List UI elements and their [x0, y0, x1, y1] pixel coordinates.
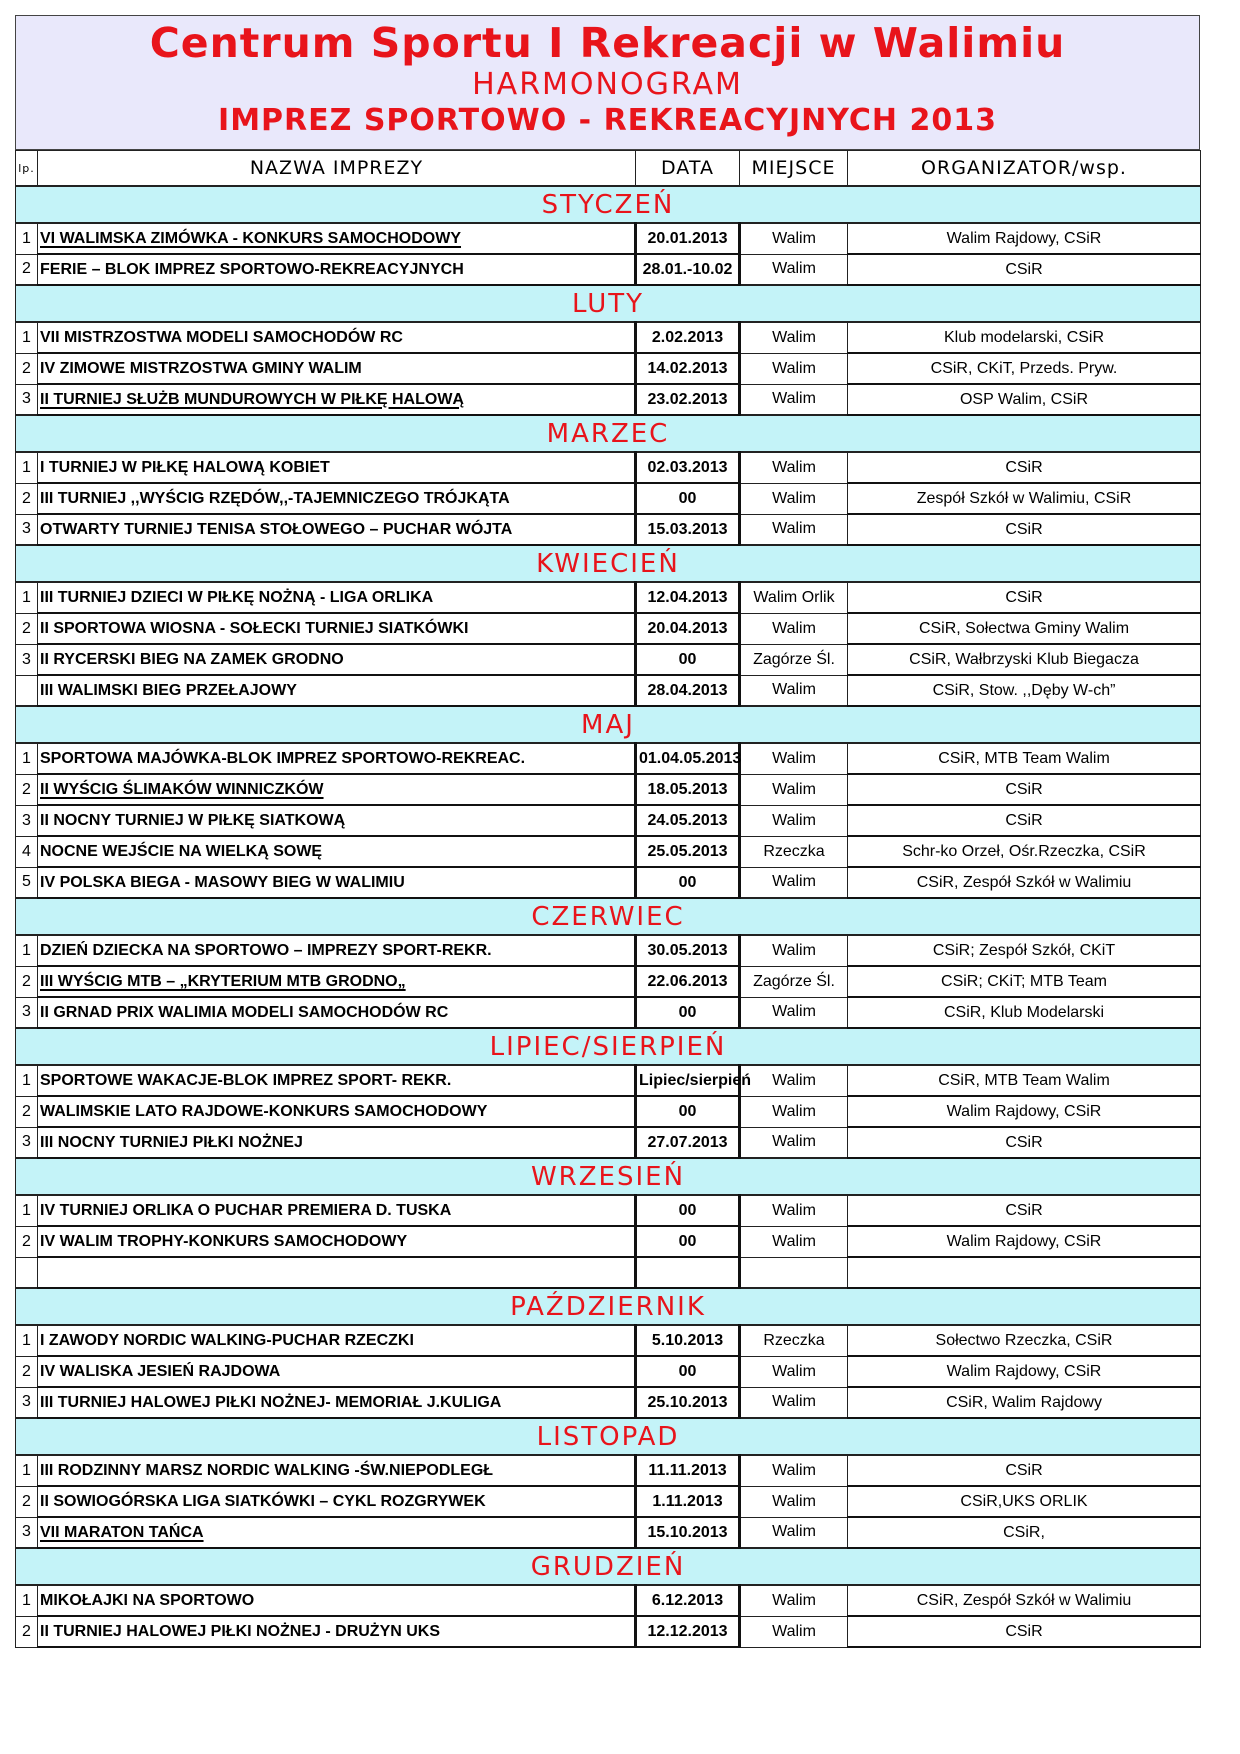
event-name [38, 1096, 636, 1127]
event-place: Walim [740, 1226, 848, 1257]
event-number: 3 [16, 805, 38, 836]
event-organizer: Klub modelarski, CSiR [848, 322, 1201, 353]
event-number: 1 [16, 1065, 38, 1096]
event-date: 20.01.2013 [636, 223, 740, 254]
event-number: 1 [16, 743, 38, 774]
event-place: Walim [740, 805, 848, 836]
event-name [38, 774, 636, 805]
table-row [16, 384, 1201, 415]
table-row [16, 1585, 1201, 1616]
event-name [38, 805, 636, 836]
month-heading: MARZEC [16, 415, 1201, 452]
event-name [38, 1517, 636, 1548]
event-organizer: CSiR [848, 1455, 1201, 1486]
event-name-text: IV ZIMOWE MISTRZOSTWA GMINY WALIM [40, 359, 362, 377]
event-number: 3 [16, 1387, 38, 1418]
month-row [16, 186, 1201, 223]
event-organizer: CSiR [848, 582, 1201, 613]
event-name-text: II WYŚCIG ŚLIMAKÓW WINNICZKÓW [40, 780, 324, 798]
event-date: 00 [636, 1226, 740, 1257]
event-place: Walim [740, 675, 848, 706]
event-number: 2 [16, 353, 38, 384]
event-place: Walim [740, 1517, 848, 1548]
event-organizer: CSiR, Wałbrzyski Klub Biegacza [848, 644, 1201, 675]
event-number: 3 [16, 384, 38, 415]
event-name [38, 1226, 636, 1257]
event-name-text: III TURNIEJ HALOWEJ PIŁKI NOŻNEJ- [40, 1393, 336, 1411]
event-name [38, 966, 636, 997]
event-name [38, 1616, 636, 1647]
event-name-text: III NOCNY TURNIEJ PIŁKI NOŻNEJ [40, 1133, 303, 1151]
event-place: Walim [740, 452, 848, 483]
event-date: 00 [636, 1195, 740, 1226]
column-header-name: NAZWA IMPREZY [38, 151, 636, 187]
month-row [16, 898, 1201, 935]
table-row [16, 867, 1201, 898]
event-name [38, 514, 636, 545]
event-name [38, 836, 636, 867]
month-heading: WRZESIEŃ [16, 1158, 1201, 1195]
month-heading: LUTY [16, 285, 1201, 322]
table-row [16, 1325, 1201, 1356]
event-organizer: CSiR [848, 254, 1201, 285]
event-date: 25.10.2013 [636, 1387, 740, 1418]
event-name [38, 483, 636, 514]
document-subtitle: HARMONOGRAM [472, 67, 743, 102]
event-name-text: FERIE – BLOK IMPREZ SPORTOWO-REKREACYJNYCH [40, 260, 464, 278]
event-number: 1 [16, 1585, 38, 1616]
event-name [38, 1455, 636, 1486]
table-row [16, 1356, 1201, 1387]
table-row [16, 254, 1201, 285]
month-heading: PAŹDZIERNIK [16, 1288, 1201, 1325]
table-row [16, 514, 1201, 545]
event-date: 02.03.2013 [636, 452, 740, 483]
event-name [38, 452, 636, 483]
event-place: Walim [740, 483, 848, 514]
event-name [38, 675, 636, 706]
schedule-sheet [15, 15, 1200, 1648]
month-row [16, 415, 1201, 452]
event-organizer: CSiR, Stow. ,,Dęby W-ch” [848, 675, 1201, 706]
event-name [38, 384, 636, 415]
event-name [38, 1325, 636, 1356]
event-number: 2 [16, 966, 38, 997]
event-number: 2 [16, 1486, 38, 1517]
month-heading: STYCZEŃ [16, 186, 1201, 223]
month-row [16, 285, 1201, 322]
event-name-text: VI WALIMSKA ZIMÓWKA - KONKURS SAMOCHODOWY [40, 229, 462, 247]
event-name-suffix: PUCHAR WÓJTA [382, 520, 513, 538]
event-organizer: Sołectwo Rzeczka, CSiR [848, 1325, 1201, 1356]
table-row [16, 1455, 1201, 1486]
event-name-text: VII MISTRZOSTWA MODELI SAMOCHODÓW RC [40, 328, 403, 346]
event-place: Zagórze Śl. [740, 644, 848, 675]
event-name [38, 582, 636, 613]
document-header [15, 15, 1200, 150]
event-place: Walim [740, 322, 848, 353]
event-organizer: Walim Rajdowy, CSiR [848, 1096, 1201, 1127]
event-organizer: CSiR [848, 1195, 1201, 1226]
table-row [16, 1096, 1201, 1127]
event-organizer: CSiR,UKS ORLIK [848, 1486, 1201, 1517]
table-row [16, 1387, 1201, 1418]
event-name-text: III WYŚCIG MTB – „KRYTERIUM MTB GRODNO„ [40, 972, 406, 990]
event-name [38, 1585, 636, 1616]
event-organizer: CSiR, CKiT, Przeds. Pryw. [848, 353, 1201, 384]
table-row [16, 322, 1201, 353]
column-header-organizer: ORGANIZATOR/wsp. [848, 151, 1201, 187]
month-row [16, 706, 1201, 743]
event-organizer: CSiR, MTB Team Walim [848, 743, 1201, 774]
event-number: 2 [16, 1356, 38, 1387]
event-place: Walim [740, 1455, 848, 1486]
event-place: Walim [740, 1065, 848, 1096]
event-place: Walim [740, 1127, 848, 1158]
event-date: 00 [636, 867, 740, 898]
month-row [16, 1158, 1201, 1195]
event-name-text: IV WALISKA JESIEŃ RAJDOWA [40, 1362, 281, 1380]
event-number: 1 [16, 452, 38, 483]
event-number: 1 [16, 935, 38, 966]
event-organizer: CSiR, Sołectwa Gminy Walim [848, 613, 1201, 644]
event-place: Walim [740, 514, 848, 545]
event-place: Walim [740, 254, 848, 285]
event-name-text: DZIEŃ DZIECKA NA SPORTOWO – [40, 941, 307, 959]
table-row [16, 353, 1201, 384]
event-date: 00 [636, 1356, 740, 1387]
event-name-suffix: BLOK IMPREZ SPORTOWO-REKREAC. [226, 749, 526, 767]
event-number: 5 [16, 867, 38, 898]
event-organizer: CSiR [848, 1127, 1201, 1158]
month-row [16, 1418, 1201, 1455]
event-number: 3 [16, 1127, 38, 1158]
event-date: 18.05.2013 [636, 774, 740, 805]
event-date: 25.05.2013 [636, 836, 740, 867]
table-row [16, 1127, 1201, 1158]
event-place: Walim [740, 384, 848, 415]
event-number: 3 [16, 514, 38, 545]
table-row [16, 836, 1201, 867]
event-place: Walim [740, 1096, 848, 1127]
event-name-text: II SOWIOGÓRSKA LIGA SIATKÓWKI – CYKL ROZGRYWEK [40, 1492, 486, 1510]
month-heading: LISTOPAD [16, 1418, 1201, 1455]
event-date: 23.02.2013 [636, 384, 740, 415]
month-heading: GRUDZIEŃ [16, 1548, 1201, 1585]
event-name-suffix: IMPREZY SPORT-REKR. [306, 941, 492, 959]
event-name-text: III TURNIEJ ,,WYŚCIG RZĘDÓW,,-TAJEMNICZEGO TRÓJKĄTA [40, 489, 510, 507]
event-number: 1 [16, 1195, 38, 1226]
table-row [16, 1226, 1201, 1257]
event-name-text: I TURNIEJ W PIŁKĘ HALOWĄ KOBIET [40, 458, 330, 476]
document-title: Centrum Sportu I Rekreacji w Walimiu [149, 19, 1066, 67]
event-organizer: OSP Walim, CSiR [848, 384, 1201, 415]
event-organizer: CSiR, Walim Rajdowy [848, 1387, 1201, 1418]
event-date: 20.04.2013 [636, 613, 740, 644]
event-place: Walim [740, 613, 848, 644]
table-row [16, 613, 1201, 644]
table-header-row [16, 151, 1201, 187]
event-name-text: II TURNIEJ HALOWEJ PIŁKI NOŻNEJ - DRUŻYN UKS [40, 1622, 441, 1640]
event-name-text: VII MARATON TAŃCA [40, 1523, 204, 1541]
event-number: 4 [16, 836, 38, 867]
event-date: 24.05.2013 [636, 805, 740, 836]
event-number: 1 [16, 1455, 38, 1486]
event-organizer [848, 1257, 1201, 1288]
month-row [16, 1288, 1201, 1325]
table-row [16, 1065, 1201, 1096]
event-number: 3 [16, 644, 38, 675]
event-place [740, 1257, 848, 1288]
month-heading: LIPIEC/SIERPIEŃ [16, 1028, 1201, 1065]
event-place: Walim [740, 774, 848, 805]
event-name-text: MIKOŁAJKI NA SPORTOWO [40, 1591, 255, 1609]
event-place: Walim [740, 223, 848, 254]
event-name-text: II SPORTOWA WIOSNA - SOŁECKI TURNIEJ SIATKÓWKI [40, 619, 469, 637]
document-subtitle-year: IMPREZ SPORTOWO - REKREACYJNYCH 2013 [218, 103, 997, 138]
event-organizer: Walim Rajdowy, CSiR [848, 1356, 1201, 1387]
event-place: Zagórze Śl. [740, 966, 848, 997]
event-date: 12.04.2013 [636, 582, 740, 613]
event-date: 14.02.2013 [636, 353, 740, 384]
event-place: Walim Orlik [740, 582, 848, 613]
event-name-text: I ZAWODY NORDIC WALKING-PUCHAR RZECZKI [40, 1331, 414, 1349]
event-organizer: Zespół Szkół w Walimiu, CSiR [848, 483, 1201, 514]
event-date: 22.06.2013 [636, 966, 740, 997]
event-date: 12.12.2013 [636, 1616, 740, 1647]
event-name-text: NOCNE WEJŚCIE NA WIELKĄ SOWĘ [40, 842, 323, 860]
event-name [38, 1127, 636, 1158]
table-row [16, 1517, 1201, 1548]
event-name [38, 1387, 636, 1418]
event-organizer: CSiR; Zespół Szkół, CKiT [848, 935, 1201, 966]
event-date: 5.10.2013 [636, 1325, 740, 1356]
event-place: Walim [740, 1585, 848, 1616]
event-date: 2.02.2013 [636, 322, 740, 353]
table-row [16, 675, 1201, 706]
event-name [38, 1486, 636, 1517]
event-name-text: III RODZINNY MARSZ NORDIC WALKING -ŚW.NIEPODLEGŁ [40, 1461, 494, 1479]
table-row [16, 452, 1201, 483]
event-name-text: SPORTOWA MAJÓWKA- [40, 749, 227, 767]
event-name-text: II RYCERSKI BIEG NA ZAMEK GRODNO [40, 650, 344, 668]
event-place: Walim [740, 867, 848, 898]
event-organizer: CSiR [848, 514, 1201, 545]
table-row [16, 223, 1201, 254]
event-place: Walim [740, 1486, 848, 1517]
event-place: Walim [740, 1387, 848, 1418]
event-organizer: Walim Rajdowy, CSiR [848, 1226, 1201, 1257]
event-name-text: II TURNIEJ SŁUŻB MUNDUROWYCH W PIŁKĘ HALOWĄ [40, 390, 464, 408]
event-number [16, 675, 38, 706]
table-row [16, 966, 1201, 997]
event-date [636, 1257, 740, 1288]
event-number: 2 [16, 1096, 38, 1127]
event-place: Walim [740, 743, 848, 774]
event-name-text: SPORTOWE WAKACJE-BLOK IMPREZ SPORT- REKR. [40, 1071, 452, 1089]
event-organizer: CSiR [848, 805, 1201, 836]
event-name [38, 1195, 636, 1226]
column-header-place: MIEJSCE [740, 151, 848, 187]
table-row [16, 774, 1201, 805]
table-row [16, 1486, 1201, 1517]
month-heading: CZERWIEC [16, 898, 1201, 935]
event-number: 2 [16, 1616, 38, 1647]
event-date: 28.01.-10.02 [636, 254, 740, 285]
event-number: 2 [16, 1226, 38, 1257]
event-name-text: IV POLSKA BIEGA - MASOWY BIEG W WALIMIU [40, 873, 405, 891]
event-date: 15.03.2013 [636, 514, 740, 545]
month-heading: KWIECIEŃ [16, 545, 1201, 582]
event-number: 1 [16, 1325, 38, 1356]
event-name-text: III WALIMSKI BIEG PRZEŁAJOWY [40, 681, 297, 699]
column-header-date: DATA [636, 151, 740, 187]
event-number: 1 [16, 582, 38, 613]
table-row [16, 582, 1201, 613]
event-date: 00 [636, 644, 740, 675]
event-organizer: CSiR [848, 452, 1201, 483]
event-organizer: CSiR, [848, 1517, 1201, 1548]
event-number: 2 [16, 774, 38, 805]
event-date: 15.10.2013 [636, 1517, 740, 1548]
event-date: 00 [636, 483, 740, 514]
events-table [15, 150, 1201, 1648]
event-date: 00 [636, 1096, 740, 1127]
event-name [38, 644, 636, 675]
event-place: Rzeczka [740, 836, 848, 867]
event-date: 00 [636, 997, 740, 1028]
event-organizer: CSiR; CKiT; MTB Team [848, 966, 1201, 997]
event-organizer: Walim Rajdowy, CSiR [848, 223, 1201, 254]
event-name-text: II GRNAD PRIX WALIMIA MODELI SAMOCHODÓW RC [40, 1003, 449, 1021]
event-number: 3 [16, 1517, 38, 1548]
month-row [16, 1028, 1201, 1065]
event-place: Walim [740, 353, 848, 384]
event-number [16, 1257, 38, 1288]
event-name-text: WALIMSKIE LATO RAJDOWE-KONKURS SAMOCHODOWY [40, 1102, 488, 1120]
event-number: 2 [16, 613, 38, 644]
event-place: Walim [740, 1195, 848, 1226]
table-row [16, 644, 1201, 675]
table-row [16, 483, 1201, 514]
event-place: Walim [740, 935, 848, 966]
event-name [38, 1257, 636, 1288]
event-date: 30.05.2013 [636, 935, 740, 966]
event-organizer: Schr-ko Orzeł, Ośr.Rzeczka, CSiR [848, 836, 1201, 867]
event-organizer: CSiR, Zespół Szkół w Walimiu [848, 867, 1201, 898]
table-row [16, 1195, 1201, 1226]
table-row [16, 805, 1201, 836]
month-row [16, 1548, 1201, 1585]
table-row [16, 1257, 1201, 1288]
event-name-text: IV WALIM TROPHY-KONKURS SAMOCHODOWY [40, 1232, 408, 1250]
event-place: Walim [740, 997, 848, 1028]
event-name-text: OTWARTY TURNIEJ TENISA STOŁOWEGO – [40, 520, 383, 538]
event-name-text: II NOCNY TURNIEJ W PIŁKĘ SIATKOWĄ [40, 811, 346, 829]
table-row [16, 743, 1201, 774]
event-name-text: III TURNIEJ DZIECI W PIŁKĘ NOŻNĄ - LIGA ORLIKA [40, 588, 434, 606]
month-row [16, 545, 1201, 582]
event-name [38, 743, 636, 774]
event-organizer: CSiR, MTB Team Walim [848, 1065, 1201, 1096]
event-date: Lipiec/sierpień [636, 1065, 740, 1096]
event-organizer: CSiR, Klub Modelarski [848, 997, 1201, 1028]
event-organizer: CSiR, Zespół Szkół w Walimiu [848, 1585, 1201, 1616]
table-row [16, 935, 1201, 966]
event-date: 28.04.2013 [636, 675, 740, 706]
event-name [38, 613, 636, 644]
event-organizer: CSiR [848, 774, 1201, 805]
event-name [38, 1356, 636, 1387]
event-date: 01.04.05.2013 [636, 743, 740, 774]
event-number: 3 [16, 997, 38, 1028]
event-name [38, 1065, 636, 1096]
event-name [38, 322, 636, 353]
event-name [38, 997, 636, 1028]
event-place: Rzeczka [740, 1325, 848, 1356]
event-name-text: IV TURNIEJ ORLIKA O PUCHAR PREMIERA D. TUSKA [40, 1201, 452, 1219]
event-number: 2 [16, 483, 38, 514]
event-number: 2 [16, 254, 38, 285]
event-date: 11.11.2013 [636, 1455, 740, 1486]
event-name-suffix: MEMORIAŁ J.KULIGA [335, 1393, 502, 1411]
event-date: 27.07.2013 [636, 1127, 740, 1158]
event-organizer: CSiR [848, 1616, 1201, 1647]
event-number: 1 [16, 322, 38, 353]
month-heading: MAJ [16, 706, 1201, 743]
table-row [16, 997, 1201, 1028]
event-name [38, 254, 636, 285]
column-header-lp: lp. [16, 151, 38, 187]
event-name [38, 935, 636, 966]
event-place: Walim [740, 1616, 848, 1647]
event-date: 6.12.2013 [636, 1585, 740, 1616]
event-place: Walim [740, 1356, 848, 1387]
table-row [16, 1616, 1201, 1647]
event-date: 1.11.2013 [636, 1486, 740, 1517]
event-name [38, 867, 636, 898]
event-name [38, 223, 636, 254]
event-name [38, 353, 636, 384]
event-number: 1 [16, 223, 38, 254]
